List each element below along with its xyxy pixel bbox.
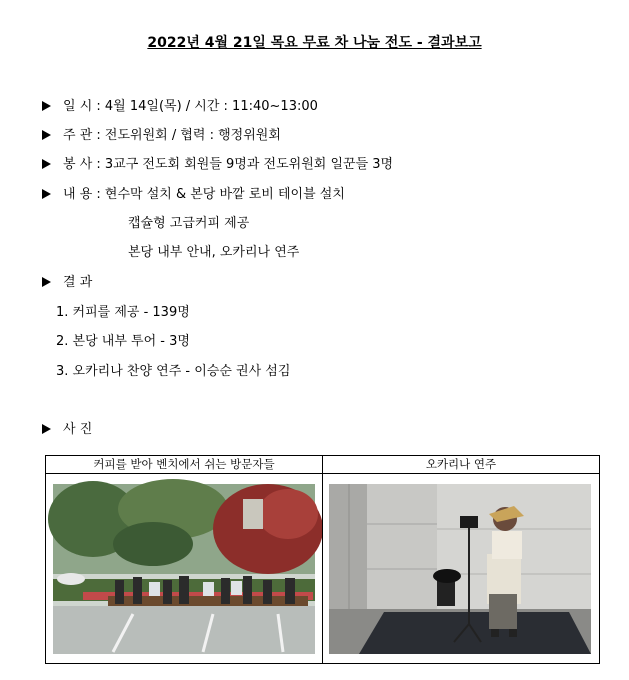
bullet-triangle-icon bbox=[42, 101, 51, 111]
content-text: 내 용 : 현수막 설치 & 본당 바깥 로비 테이블 설치 bbox=[63, 187, 345, 202]
photo-table bbox=[45, 455, 600, 664]
bullet-triangle-icon bbox=[42, 130, 51, 140]
photos-heading bbox=[42, 418, 92, 437]
page-title: 2022년 4월 21일 목요 무료 차 나눔 전도 - 결과보고 bbox=[147, 35, 482, 51]
content-line-3: 본당 내부 안내, 오카리나 연주 bbox=[128, 245, 300, 260]
content-line-2: 캡슐형 고급커피 제공 bbox=[128, 216, 250, 231]
result-heading-text: 결 과 bbox=[63, 275, 93, 290]
result-heading bbox=[42, 271, 92, 290]
photos-heading-text: 사 진 bbox=[63, 422, 93, 437]
result-item: 2. 본당 내부 투어 - 3명 bbox=[56, 334, 190, 349]
bench-photo-image bbox=[46, 474, 322, 663]
service-text: 봉 사 : 3교구 전도회 회원들 9명과 전도위원회 일꾼들 3명 bbox=[63, 157, 394, 172]
photo-right bbox=[323, 474, 599, 663]
photo-caption-right: 오카리나 연주 bbox=[323, 456, 599, 474]
bullet-triangle-icon bbox=[42, 159, 51, 169]
service-line bbox=[42, 153, 393, 172]
content-line bbox=[42, 183, 345, 202]
photo-caption-left: 커피를 받아 벤치에서 쉬는 방문자들 bbox=[46, 456, 322, 474]
photo-left bbox=[46, 474, 322, 663]
photo-cell-right bbox=[323, 456, 600, 664]
ocarina-photo-image bbox=[323, 474, 599, 663]
schedule-line bbox=[42, 95, 318, 114]
bullet-triangle-icon bbox=[42, 424, 51, 434]
host-text: 주 관 : 전도위원회 / 협력 : 행정위원회 bbox=[63, 128, 281, 143]
bullet-triangle-icon bbox=[42, 277, 51, 287]
photo-cell-left bbox=[46, 456, 323, 664]
host-line bbox=[42, 124, 281, 143]
result-item: 1. 커피를 제공 - 139명 bbox=[56, 305, 190, 320]
result-item: 3. 오카리나 찬양 연주 - 이승순 권사 섬김 bbox=[56, 364, 291, 379]
bullet-triangle-icon bbox=[42, 189, 51, 199]
schedule-text: 일 시 : 4월 14일(목) / 시간 : 11:40~13:00 bbox=[63, 99, 318, 114]
